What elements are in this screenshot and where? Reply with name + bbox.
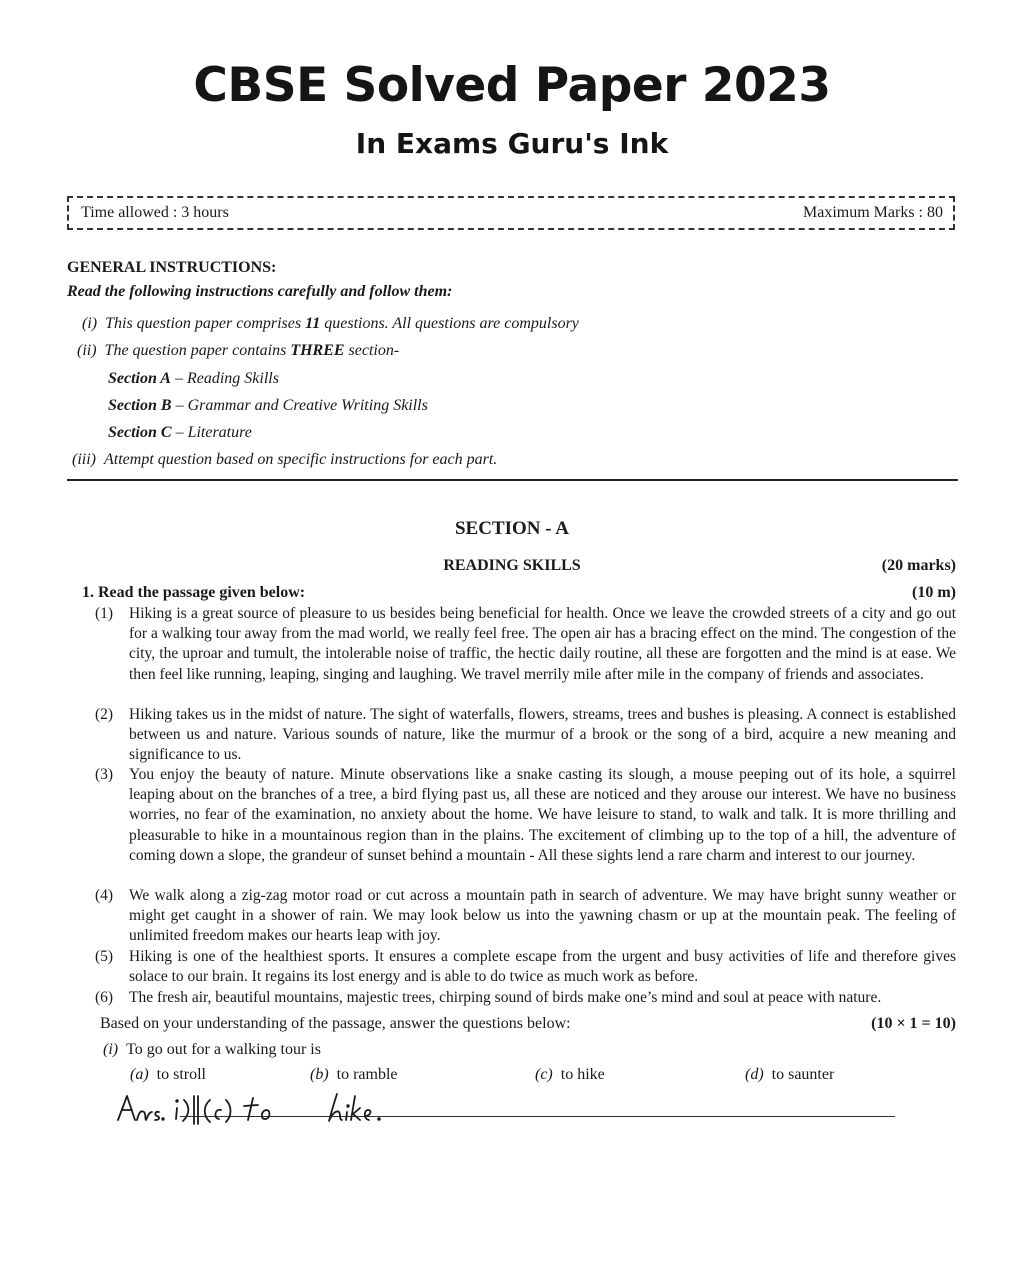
question-1-marks: (10 m) (912, 584, 956, 601)
instruction-iii: (iii) Attempt question based on specific instructions for each part. (72, 451, 498, 468)
option-a: (a) to stroll (130, 1066, 206, 1083)
section-a-title: SECTION - A (454, 518, 570, 539)
instruction-ii: (ii) The question paper contains THREE section- (77, 342, 400, 359)
passage-paragraph-2: (2) Hiking takes us in the midst of nature. The sight of waterfalls, flowers, streams, trees and bushes is pleasing. A connect is established between us and nature. Various sounds of nature, like the murmur of a brook or the song of a bird, acquire a new meaning and significance to us. (95, 706, 956, 764)
time-allowed: Time allowed : 3 hours (81, 204, 229, 221)
instruction-section-c: Section C – Literature (108, 424, 252, 441)
option-b: (b) to ramble (310, 1066, 398, 1083)
time-marks-box (67, 196, 955, 230)
questions-marks: (10 × 1 = 10) (871, 1015, 956, 1032)
passage-paragraph-1: (1) Hiking is a great source of pleasure to us besides being beneficial for health. Once we leave the crowded streets of a city and go out for a walking tour away from the mad world, we really feel free. The open air has a bracing effect on the mind. The congestion of the city, the uproar and tumult, the intolerable noise of traffic, the hectic daily routine, all these are forgotten and the mind is at ease. We then feel like running, leaping, singing and laughing. We travel merrily mile after mile in the company of friends and associates. (95, 605, 956, 683)
divider-rule (67, 479, 958, 481)
question-1-label: 1. Read the passage given below: (82, 584, 306, 601)
general-instructions-subheading: Read the following instructions carefully and follow them: (67, 283, 453, 300)
question-i: (i) To go out for a walking tour is (103, 1041, 321, 1058)
option-c: (c) to hike (535, 1066, 605, 1083)
passage-paragraph-5: (5) Hiking is one of the healthiest sports. It ensures a complete escape from the urgent and busy activities of life and therefore gives solace to our brain. It regains its lost energy and is able to do twice as much work as before. (95, 948, 956, 986)
instruction-section-a: Section A – Reading Skills (108, 370, 279, 387)
maximum-marks: Maximum Marks : 80 (803, 204, 943, 221)
instruction-section-b: Section B – Grammar and Creative Writing Skills (108, 397, 428, 414)
handwritten-answer-scribble (115, 1088, 415, 1128)
page-subtitle: In Exams Guru's Ink (355, 127, 669, 160)
passage-paragraph-6: (6) The fresh air, beautiful mountains, majestic trees, chirping sound of birds make one’s mind and soul at peace with nature. (95, 989, 882, 1006)
general-instructions-heading: GENERAL INSTRUCTIONS: (67, 259, 277, 276)
passage-paragraph-4: (4) We walk along a zig-zag motor road or cut across a mountain path in search of adventure. We may have bright sunny weather or might get caught in a shower of rain. We may look below us into the yawning chasm or up at the mountain peak. The feeling of unlimited freedom makes our hearts leap with joy. (95, 887, 956, 945)
page-title: CBSE Solved Paper 2023 (193, 58, 831, 113)
reading-skills-title: READING SKILLS (443, 557, 581, 574)
questions-instruction: Based on your understanding of the passage, answer the questions below: (100, 1015, 571, 1032)
instruction-i: (i) This question paper comprises 11 questions. All questions are compulsory (82, 315, 579, 332)
passage-paragraph-3: (3) You enjoy the beauty of nature. Minute observations like a snake casting its slough, a mouse peeping out of its hole, a squirrel leaping about on the branches of a tree, a bird flying past us, all these are noticed and they arouse our interest. We have no business worries, no fear of the examination, no anxiety about the home. We have leisure to stand, to walk and talk. It is more thrilling and pleasurable to hike in a mountainous region than in the plains. The excitement of climbing up to the top of a hill, the adventure of coming down a slope, the grandeur of sunset behind a mountain - All these sights lend a rare charm and interest to our journey. (95, 766, 956, 864)
reading-skills-marks: (20 marks) (881, 557, 956, 574)
handwritten-answer (115, 1088, 415, 1133)
option-d: (d) to saunter (745, 1066, 835, 1083)
